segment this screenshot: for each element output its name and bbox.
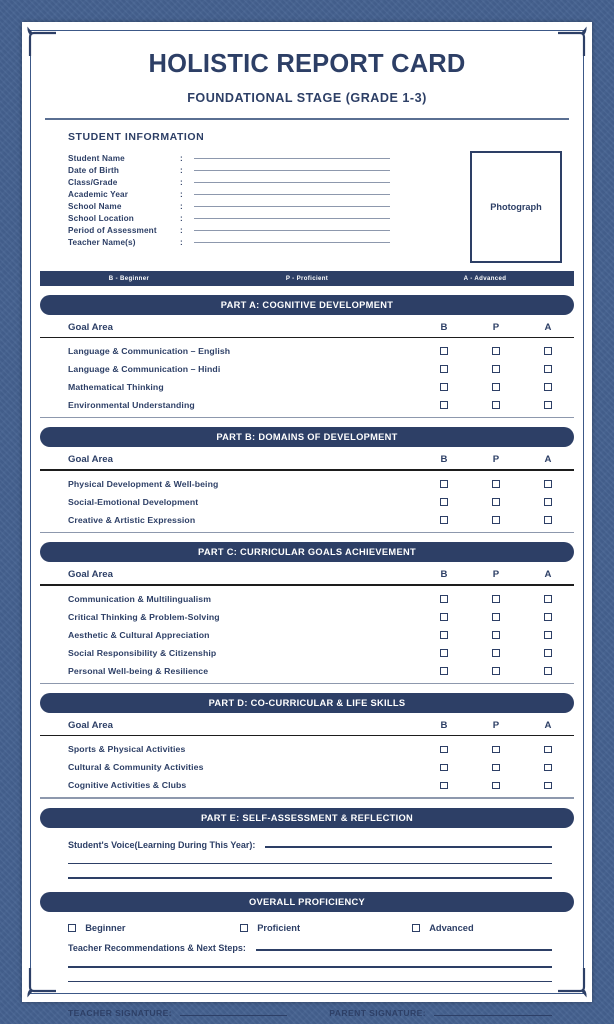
checkbox-icon[interactable] (440, 365, 448, 373)
report-card (22, 22, 592, 1019)
legend-item-advanced: A - Advanced (463, 274, 507, 282)
student-info-colon: : (180, 202, 183, 212)
photograph-label: Photograph (490, 201, 542, 212)
rating-cell-b[interactable] (418, 471, 470, 493)
checkbox-icon[interactable] (544, 498, 552, 506)
photograph-placeholder[interactable] (470, 151, 562, 263)
legend-item-beginner: B - Beginner (108, 274, 150, 282)
proficiency-option-label: Advanced (429, 923, 474, 934)
checkbox-icon[interactable] (544, 401, 552, 409)
rating-cell-b[interactable] (418, 608, 470, 626)
teacher-signature-line[interactable] (180, 1015, 287, 1017)
rating-cell-b[interactable] (418, 736, 470, 758)
rating-cell-p[interactable] (470, 493, 522, 511)
rating-cell-p[interactable] (470, 776, 522, 794)
title-divider (45, 118, 569, 120)
checkbox-icon[interactable] (440, 498, 448, 506)
student-info-row (68, 225, 390, 237)
student-info-label: Period of Assessment (68, 226, 157, 236)
student-info-row (68, 213, 390, 225)
checkbox-icon[interactable] (544, 764, 552, 772)
column-header-p: P (492, 454, 500, 466)
rating-cell-a[interactable] (522, 644, 574, 662)
column-header-goal-area: Goal Area (68, 454, 113, 466)
checkbox-icon[interactable] (492, 383, 500, 391)
goal-area-label: Cultural & Community Activities (68, 762, 204, 773)
checkbox-icon[interactable] (492, 595, 500, 603)
column-header-a: A (544, 719, 552, 731)
checkbox-icon[interactable] (492, 631, 500, 639)
rating-cell-a[interactable] (522, 776, 574, 794)
student-info-label: Student Name (68, 154, 125, 164)
recommendations-label: Teacher Recommendations & Next Steps: (68, 943, 246, 954)
checkbox-icon[interactable] (544, 782, 552, 790)
goal-area-label: Aesthetic & Cultural Appreciation (68, 629, 210, 640)
rating-cell-a[interactable] (522, 736, 574, 758)
table-header-row (40, 318, 574, 337)
teacher-signature-block (68, 1008, 329, 1018)
overall-proficiency-options (68, 923, 574, 933)
student-info-row (68, 237, 390, 249)
column-header-goal-area: Goal Area (68, 569, 113, 581)
checkbox-icon[interactable] (492, 667, 500, 675)
student-info-colon: : (180, 226, 183, 236)
proficiency-option-advanced[interactable] (412, 923, 474, 933)
overall-proficiency-heading: OVERALL PROFICIENCY (40, 892, 574, 912)
table-row (40, 471, 574, 493)
checkbox-icon[interactable] (440, 347, 448, 355)
rating-cell-p[interactable] (470, 338, 522, 360)
rating-cell-b[interactable] (418, 662, 470, 680)
teacher-signature-label: TEACHER SIGNATURE: (68, 1008, 172, 1019)
student-info-field[interactable] (194, 165, 390, 177)
checkbox-icon[interactable] (544, 595, 552, 603)
checkbox-icon[interactable] (544, 480, 552, 488)
student-info-row (68, 153, 390, 165)
checkbox-icon[interactable] (492, 347, 500, 355)
student-info-row (68, 189, 390, 201)
checkbox-icon[interactable] (440, 782, 448, 790)
checkbox-icon[interactable] (492, 480, 500, 488)
table-row (40, 736, 574, 758)
column-header-b: B (440, 321, 448, 333)
input-underline (194, 242, 390, 243)
rating-cell-b[interactable] (418, 493, 470, 511)
column-header-b: B (440, 454, 448, 466)
rating-cell-b[interactable] (418, 644, 470, 662)
student-information-table (68, 153, 390, 249)
table-row (40, 493, 574, 511)
student-voice-line-2[interactable] (68, 863, 552, 865)
rating-cell-b[interactable] (418, 396, 470, 414)
checkbox-icon[interactable] (440, 746, 448, 754)
student-info-colon: : (180, 238, 183, 248)
rating-cell-p[interactable] (470, 736, 522, 758)
student-info-label: Academic Year (68, 190, 129, 200)
rating-cell-b[interactable] (418, 378, 470, 396)
proficiency-option-label: Proficient (257, 923, 301, 934)
checkbox-icon[interactable] (440, 764, 448, 772)
checkbox-icon[interactable] (544, 516, 552, 524)
table-bottom-divider (40, 797, 574, 798)
goal-area-label: Critical Thinking & Problem-Solving (68, 611, 220, 622)
rating-cell-b[interactable] (418, 758, 470, 776)
student-voice-input-line[interactable] (265, 846, 552, 848)
table-row (40, 511, 574, 529)
goal-area-table (40, 565, 574, 679)
table-row (40, 644, 574, 662)
goal-area-table (40, 318, 574, 414)
rating-cell-a[interactable] (522, 471, 574, 493)
rating-cell-p[interactable] (470, 471, 522, 493)
student-info-field[interactable] (194, 189, 390, 201)
checkbox-icon[interactable] (440, 667, 448, 675)
goal-area-label: Language & Communication – English (68, 345, 231, 356)
page-subtitle: FOUNDATIONAL STAGE (GRADE 1-3) (187, 91, 427, 105)
checkbox-icon[interactable] (492, 782, 500, 790)
checkbox-icon[interactable] (492, 516, 500, 524)
student-info-field[interactable] (194, 225, 390, 237)
grading-legend (40, 271, 574, 286)
input-underline (194, 206, 390, 207)
rating-cell-p[interactable] (470, 511, 522, 529)
checkbox-icon[interactable] (492, 401, 500, 409)
recommendations-row (68, 943, 574, 953)
checkbox-icon[interactable] (240, 924, 248, 932)
student-info-colon: : (180, 154, 183, 164)
checkbox-icon[interactable] (492, 613, 500, 621)
checkbox-icon[interactable] (440, 401, 448, 409)
column-header-a: A (544, 569, 552, 581)
rating-cell-p[interactable] (470, 644, 522, 662)
part-heading: PART B: DOMAINS OF DEVELOPMENT (40, 427, 574, 447)
table-row (40, 586, 574, 608)
checkbox-icon[interactable] (440, 613, 448, 621)
checkbox-icon[interactable] (440, 595, 448, 603)
checkbox-icon[interactable] (544, 365, 552, 373)
assessment-parts (40, 295, 574, 799)
column-header-goal-area: Goal Area (68, 719, 113, 731)
student-information-heading: STUDENT INFORMATION (68, 130, 205, 143)
proficiency-option-beginner[interactable] (68, 923, 240, 933)
checkbox-icon[interactable] (68, 924, 76, 932)
input-underline (194, 158, 390, 159)
rating-cell-a[interactable] (522, 608, 574, 626)
checkbox-icon[interactable] (440, 383, 448, 391)
table-row (40, 338, 574, 360)
table-header-row (40, 716, 574, 735)
rating-cell-p[interactable] (470, 378, 522, 396)
checkbox-icon[interactable] (492, 746, 500, 754)
student-info-field[interactable] (194, 237, 390, 249)
rating-cell-b[interactable] (418, 776, 470, 794)
checkbox-icon[interactable] (544, 649, 552, 657)
student-info-label: School Name (68, 202, 122, 212)
rating-cell-a[interactable] (522, 626, 574, 644)
student-voice-row (68, 840, 574, 850)
input-underline (194, 218, 390, 219)
table-row (40, 776, 574, 794)
checkbox-icon[interactable] (440, 480, 448, 488)
goal-area-label: Creative & Artistic Expression (68, 514, 196, 525)
student-voice-label: Student's Voice(Learning During This Year): (68, 839, 256, 850)
checkbox-icon[interactable] (492, 498, 500, 506)
table-row (40, 378, 574, 396)
rating-cell-b[interactable] (418, 360, 470, 378)
table-row (40, 608, 574, 626)
student-info-colon: : (180, 166, 183, 176)
table-bottom-divider (40, 532, 574, 533)
goal-area-label: Physical Development & Well-being (68, 478, 219, 489)
student-information-section (40, 153, 574, 267)
column-header-b: B (440, 719, 448, 731)
rating-cell-a[interactable] (522, 396, 574, 414)
column-header-goal-area: Goal Area (68, 321, 113, 333)
rating-cell-p[interactable] (470, 396, 522, 414)
goal-area-label: Sports & Physical Activities (68, 744, 186, 755)
student-info-label: Class/Grade (68, 178, 118, 188)
checkbox-icon[interactable] (492, 764, 500, 772)
student-info-field[interactable] (194, 213, 390, 225)
column-header-p: P (492, 719, 500, 731)
table-header-row (40, 450, 574, 469)
rating-cell-a[interactable] (522, 586, 574, 608)
table-row (40, 662, 574, 680)
checkbox-icon[interactable] (544, 667, 552, 675)
rating-cell-p[interactable] (470, 608, 522, 626)
student-info-field[interactable] (194, 153, 390, 165)
rating-cell-a[interactable] (522, 662, 574, 680)
part-heading: PART A: COGNITIVE DEVELOPMENT (40, 295, 574, 315)
rating-cell-a[interactable] (522, 511, 574, 529)
goal-area-label: Social-Emotional Development (68, 496, 199, 507)
rating-cell-p[interactable] (470, 662, 522, 680)
part-e-heading: PART E: SELF-ASSESSMENT & REFLECTION (40, 808, 574, 828)
rating-cell-a[interactable] (522, 758, 574, 776)
rating-cell-b[interactable] (418, 511, 470, 529)
part-heading: PART C: CURRICULAR GOALS ACHIEVEMENT (40, 542, 574, 562)
recommendations-input-line[interactable] (256, 949, 552, 951)
checkbox-icon[interactable] (492, 365, 500, 373)
checkbox-icon[interactable] (544, 746, 552, 754)
checkbox-icon[interactable] (544, 347, 552, 355)
student-info-row (68, 165, 390, 177)
table-bottom-divider (40, 683, 574, 684)
student-info-label: School Location (68, 214, 134, 224)
input-underline (194, 170, 390, 171)
student-info-label: Date of Birth (68, 166, 120, 176)
checkbox-icon[interactable] (544, 383, 552, 391)
rating-cell-p[interactable] (470, 360, 522, 378)
table-row (40, 396, 574, 414)
checkbox-icon[interactable] (544, 613, 552, 621)
student-info-colon: : (180, 190, 183, 200)
input-underline (194, 182, 390, 183)
parent-signature-label: PARENT SIGNATURE: (329, 1008, 426, 1019)
column-header-a: A (544, 454, 552, 466)
goal-area-label: Mathematical Thinking (68, 381, 164, 392)
student-info-colon: : (180, 214, 183, 224)
table-bottom-divider (40, 417, 574, 418)
column-header-p: P (492, 321, 500, 333)
goal-area-label: Social Responsibility & Citizenship (68, 647, 217, 658)
rating-cell-a[interactable] (522, 360, 574, 378)
goal-area-table (40, 716, 574, 794)
column-header-b: B (440, 569, 448, 581)
signature-row (68, 1008, 574, 1018)
legend-item-proficient: P - Proficient (285, 274, 329, 282)
table-header-row (40, 565, 574, 584)
student-info-colon: : (180, 178, 183, 188)
input-underline (194, 230, 390, 231)
checkbox-icon[interactable] (492, 649, 500, 657)
table-row (40, 626, 574, 644)
rating-cell-a[interactable] (522, 493, 574, 511)
student-info-row (68, 201, 390, 213)
parent-signature-line[interactable] (434, 1015, 552, 1017)
column-header-p: P (492, 569, 500, 581)
input-underline (194, 194, 390, 195)
student-info-label: Teacher Name(s) (68, 238, 136, 248)
student-voice-line-3[interactable] (68, 877, 552, 879)
table-row (40, 758, 574, 776)
student-info-field[interactable] (194, 177, 390, 189)
page-title: HOLISTIC REPORT CARD (148, 50, 466, 78)
proficiency-option-label: Beginner (85, 923, 126, 934)
rating-cell-p[interactable] (470, 758, 522, 776)
rating-cell-b[interactable] (418, 626, 470, 644)
checkbox-icon[interactable] (440, 631, 448, 639)
rating-cell-p[interactable] (470, 626, 522, 644)
parent-signature-block (329, 1008, 552, 1018)
checkbox-icon[interactable] (544, 631, 552, 639)
goal-area-table (40, 450, 574, 528)
recommendations-line-2[interactable] (68, 966, 552, 968)
checkbox-icon[interactable] (440, 516, 448, 524)
rating-cell-b[interactable] (418, 586, 470, 608)
table-row (40, 360, 574, 378)
goal-area-label: Environmental Understanding (68, 399, 195, 410)
student-info-field[interactable] (194, 201, 390, 213)
goal-area-label: Language & Communication – Hindi (68, 363, 221, 374)
column-header-a: A (544, 321, 552, 333)
proficiency-option-proficient[interactable] (240, 923, 412, 933)
rating-cell-a[interactable] (522, 338, 574, 360)
goal-area-label: Personal Well-being & Resilience (68, 665, 209, 676)
recommendations-line-3[interactable] (68, 981, 552, 983)
rating-cell-b[interactable] (418, 338, 470, 360)
goal-area-label: Cognitive Activities & Clubs (68, 780, 187, 791)
checkbox-icon[interactable] (440, 649, 448, 657)
rating-cell-p[interactable] (470, 586, 522, 608)
goal-area-label: Communication & Multilingualism (68, 593, 212, 604)
checkbox-icon[interactable] (412, 924, 420, 932)
rating-cell-a[interactable] (522, 378, 574, 396)
student-info-row (68, 177, 390, 189)
part-heading: PART D: CO-CURRICULAR & LIFE SKILLS (40, 693, 574, 713)
